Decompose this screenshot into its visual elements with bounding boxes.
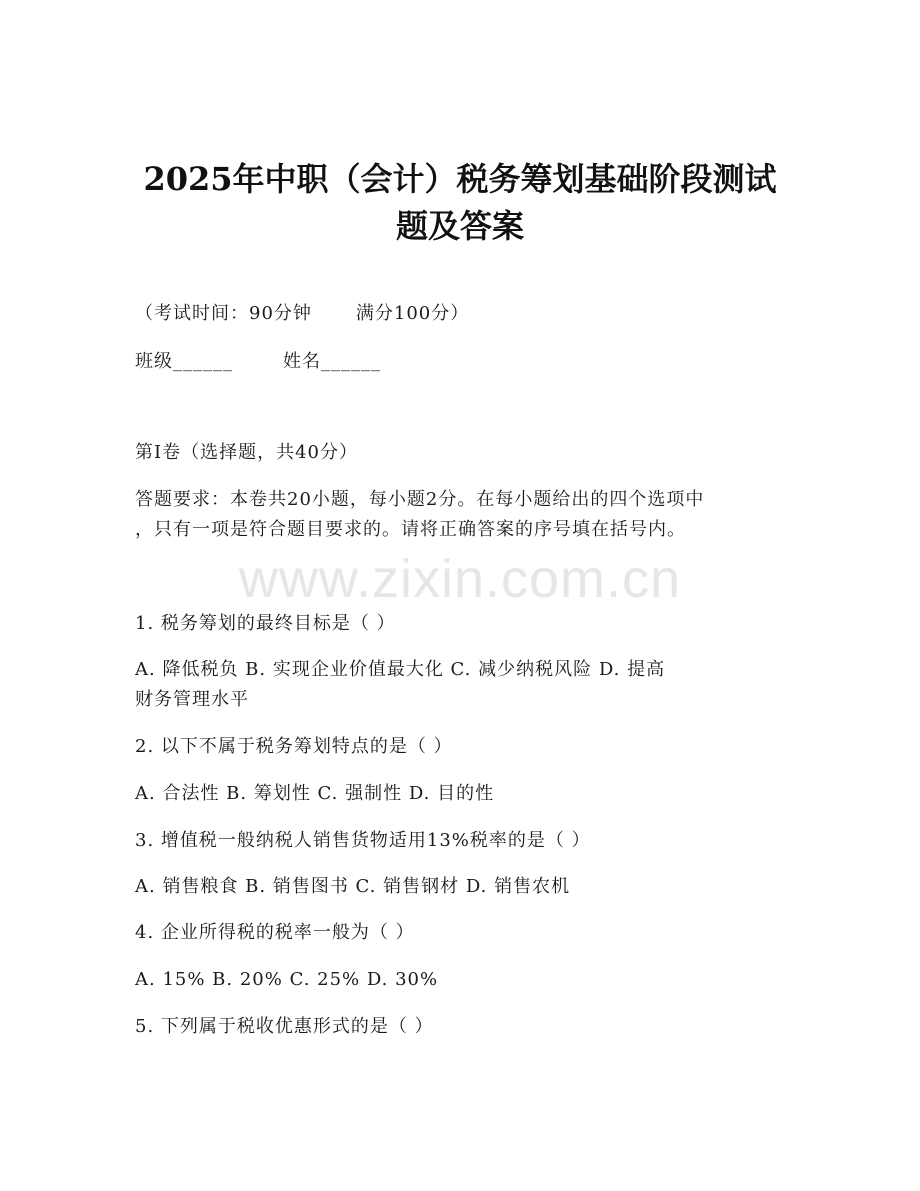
page-title-line1: 2025年中职（会计）税务筹划基础阶段测试 xyxy=(143,160,777,198)
watermark: www.zixin.com.cn xyxy=(238,549,682,609)
instructions-line1: 答题要求：本卷共20小题，每小题2分。在每小题给出的四个选项中 xyxy=(135,489,705,510)
question-1-options-line1: A. 降低税负 B. 实现企业价值最大化 C. 减少纳税风险 D. 提高 xyxy=(135,659,666,680)
page-title-line2: 题及答案 xyxy=(395,207,524,245)
question-3-options: A. 销售粮食 B. 销售图书 C. 销售钢材 D. 销售农机 xyxy=(135,876,571,897)
question-1-options-line2: 财务管理水平 xyxy=(135,689,249,710)
student-info xyxy=(135,349,381,375)
question-1-stem: 1. 税务筹划的最终目标是（ ） xyxy=(135,613,396,634)
exam-info xyxy=(135,301,469,327)
question-2-stem: 2. 以下不属于税务筹划特点的是（ ） xyxy=(135,736,453,757)
instructions-line2: ，只有一项是符合题目要求的。请将正确答案的序号填在括号内。 xyxy=(135,519,686,540)
question-2-options: A. 合法性 B. 筹划性 C. 强制性 D. 目的性 xyxy=(135,783,495,804)
question-5-stem: 5. 下列属于税收优惠形式的是（ ） xyxy=(135,1016,434,1037)
name-field-label: 姓名______ xyxy=(283,351,381,372)
exam-time: （考试时间：90分钟 xyxy=(135,303,312,324)
class-field-label: 班级______ xyxy=(135,351,233,372)
exam-score: 满分100分） xyxy=(355,303,470,324)
question-3-stem: 3. 增值税一般纳税人销售货物适用13%税率的是（ ） xyxy=(135,830,591,851)
question-4-options: A. 15% B. 20% C. 25% D. 30% xyxy=(135,969,439,990)
section-heading: 第I卷（选择题，共40分） xyxy=(135,442,359,463)
question-4-stem: 4. 企业所得税的税率一般为（ ） xyxy=(135,922,415,943)
